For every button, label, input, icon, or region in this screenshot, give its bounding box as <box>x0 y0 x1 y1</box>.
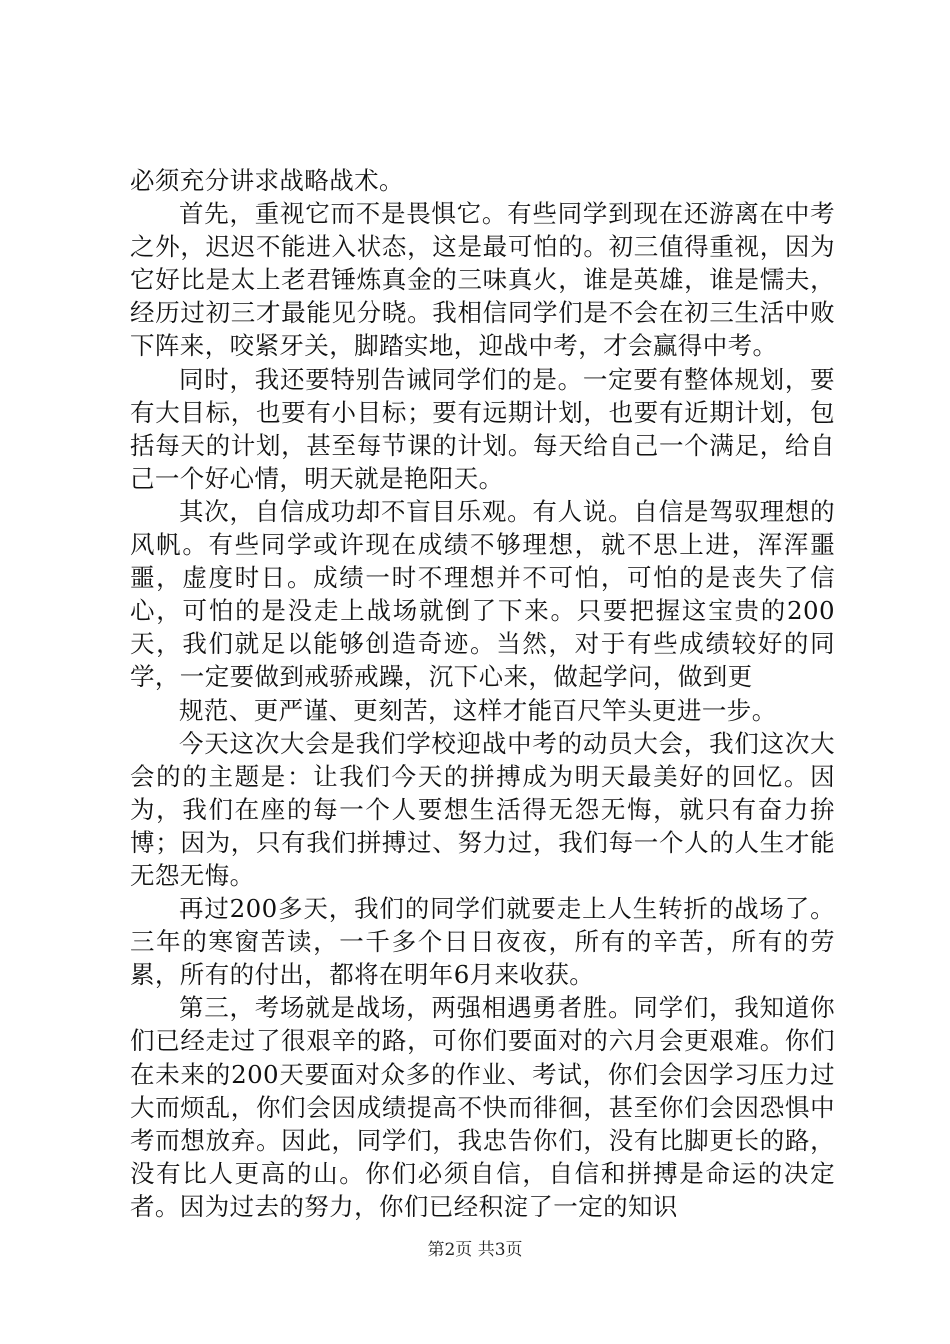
paragraph-confidence: 其次，自信成功却不盲目乐观。有人说。自信是驾驭理想的风帆。有些同学或许现在成绩不够理想，就不思上进，浑浑噩噩，虚度时日。成绩一时不理想并不可怕，可怕的是丧失了信心，可怕的是没走上战场就倒了下来。只要把握这宝贵的200天，我们就足以能够创造奇迹。当然，对于有些成绩较好的同学，一定要做到戒骄戒躁，沉下心来，做起学问，做到更 <box>130 496 835 692</box>
paragraph-planning: 同时，我还要特别告诫同学们的是。一定要有整体规划，要有大目标，也要有小目标；要有远期计划，也要有近期计划，包括每天的计划，甚至每节课的计划。每天给自己一个满足，给自己一个好心情，明天就是艳阳天。 <box>130 364 835 493</box>
paragraph-exam-battlefield: 第三，考场就是战场，两强相遇勇者胜。同学们，我知道你们已经走过了很艰辛的路，可你们要面对的六月会更艰难。你们在未来的200天要面对众多的作业、考试，你们会因学习压力过大而烦乱，你们会因成绩提高不快而徘徊，甚至你们会因恐惧中考而想放弃。因此，同学们，我忠告你们，没有比脚更长的路，没有比人更高的山。你们必须自信，自信和拼搏是命运的决定者。因为过去的努力，你们已经积淀了一定的知识 <box>130 993 835 1221</box>
document-body <box>130 164 835 1223</box>
paragraph-meeting-theme: 今天这次大会是我们学校迎战中考的动员大会，我们这次大会的的主题是：让我们今天的拼搏成为明天最美好的回忆。因为，我们在座的每一个人要想生活得无怨无悔，就只有奋力拚博；因为，只有我们拼搏过、努力过，我们每一个人的人生才能无怨无悔。 <box>130 728 835 890</box>
paragraph-confidence-continuation: 规范、更严谨、更刻苦，这样才能百尺竿头更进一步。 <box>179 695 777 725</box>
paragraph-importance: 首先，重视它而不是畏惧它。有些同学到现在还游离在中考之外，迟迟不能进入状态，这是最可怕的。初三值得重视，因为它好比是太上老君锤炼真金的三味真火，谁是英雄，谁是懦夫，经历过初三才最能见分晓。我相信同学们是不会在初三生活中败下阵来，咬紧牙关，脚踏实地，迎战中考，才会赢得中考。 <box>130 199 835 361</box>
paragraph-two-hundred-days: 再过200多天，我们的同学们就要走上人生转折的战场了。三年的寒窗苦读，一千多个日日夜夜，所有的辛苦，所有的劳累，所有的付出，都将在明年6月来收获。 <box>130 894 835 990</box>
paragraph-continuation: 必须充分讲求战略战术。 <box>130 166 404 195</box>
page-number-footer: 第2页 共3页 <box>427 1240 523 1260</box>
